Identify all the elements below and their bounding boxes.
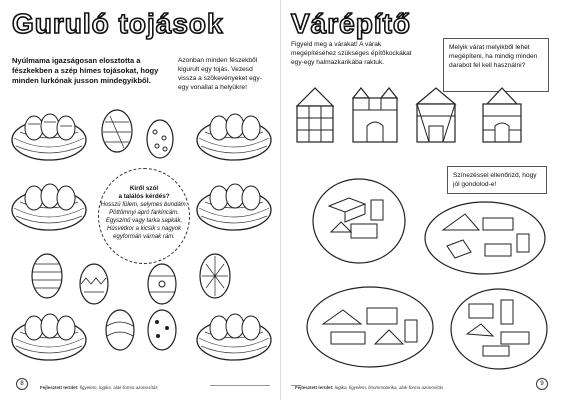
riddle-line-1: Hosszú fülem, selymes bundám. bbox=[100, 202, 188, 208]
footer-left-text: figyelem, logika, alak-forma azonosítás bbox=[79, 385, 158, 390]
footer-line-left bbox=[210, 385, 270, 386]
block-set-4 bbox=[449, 286, 549, 372]
right-intro: Figyeld meg a várakat! A várak megépítéséhez szükséges építőkockákat egy-egy halmazkarikába raktuk. bbox=[291, 41, 412, 66]
egg-5 bbox=[146, 262, 178, 306]
nest-1 bbox=[10, 108, 88, 164]
nest-4 bbox=[195, 178, 273, 234]
castle-3 bbox=[413, 86, 459, 146]
page-number-right: 9 bbox=[536, 378, 548, 390]
nest-6 bbox=[195, 308, 273, 364]
nest-2 bbox=[195, 108, 273, 164]
nest-5 bbox=[10, 308, 88, 364]
riddle-line-3: Egyszínű vagy tarka sapkák, bbox=[105, 218, 183, 224]
egg-7 bbox=[104, 308, 136, 352]
riddle-bubble bbox=[98, 168, 190, 264]
egg-8 bbox=[146, 308, 178, 352]
check-box: Színezéssel ellenőrizd, hogy jól gondolod-e! bbox=[447, 166, 547, 194]
egg-4 bbox=[78, 262, 110, 306]
riddle-line-4: Húsvétkor a kicsik s nagyok bbox=[106, 226, 182, 232]
egg-3 bbox=[30, 252, 64, 300]
riddle-line-5: egyformán várnak rám. bbox=[113, 234, 175, 240]
castle-4 bbox=[477, 86, 527, 146]
page-number-left: 8 bbox=[16, 378, 28, 390]
footer-right-label: Fejlesztett terület: bbox=[295, 385, 334, 390]
egg-6 bbox=[198, 252, 232, 300]
footer-left bbox=[40, 385, 158, 390]
egg-2 bbox=[145, 118, 175, 160]
castle-1 bbox=[293, 86, 337, 146]
castle-2 bbox=[349, 86, 401, 146]
nest-3 bbox=[10, 178, 88, 234]
block-set-2 bbox=[423, 200, 547, 276]
footer-right-text: logika, figyelem, finommotorika, alak-forma azonosítás bbox=[334, 385, 444, 390]
left-instructions: Azonban minden fészekből kigurult egy tojás. Vezesd vissza a szökevényeket egy-egy vonallal a helyükre! bbox=[178, 57, 262, 91]
egg-1 bbox=[100, 108, 134, 154]
right-title: Várépítő bbox=[291, 8, 412, 39]
riddle-heading-1: Kiről szól bbox=[129, 185, 159, 192]
question-box: Melyik várat melyikből lehet megépíteni, ha mindig minden darabot fel kell használni? bbox=[443, 38, 549, 92]
left-title: Guruló tojások bbox=[12, 8, 224, 39]
right-page bbox=[281, 0, 562, 400]
footer-left-label: Fejlesztett terület: bbox=[40, 385, 79, 390]
block-set-3 bbox=[305, 284, 435, 370]
riddle-line-2: Pöttömnyi apró farkincám. bbox=[109, 210, 179, 216]
footer-right bbox=[295, 385, 443, 390]
left-intro: Nyúlmama igazságosan elosztotta a fészkekben a szép hímes tojásokat, hogy minden lurkónak jusson mindegyikből. bbox=[12, 56, 159, 85]
riddle-heading-2: a találós kérdés? bbox=[118, 193, 170, 200]
block-set-1 bbox=[311, 176, 407, 266]
